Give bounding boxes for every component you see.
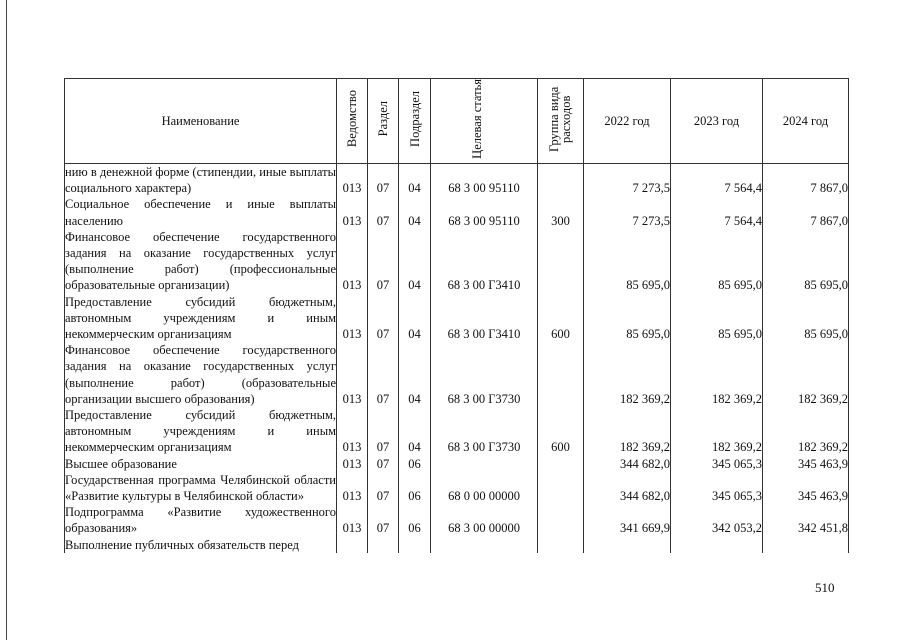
header-vedomstvo <box>337 79 368 164</box>
header-tselevaya-text: Целевая статья <box>470 79 484 159</box>
table-row <box>65 196 849 228</box>
cell-gruppa <box>538 456 584 472</box>
cell-2024: 85 695,0 <box>763 294 849 343</box>
cell-razdel: 07 <box>368 504 399 536</box>
cell-razdel <box>368 537 399 553</box>
header-2023-text: 2023 год <box>693 113 740 128</box>
cell-2023: 85 695,0 <box>671 229 763 294</box>
cell-2022 <box>584 537 671 553</box>
cell-gruppa: 300 <box>538 196 584 228</box>
cell-name: Выполнение публичных обязательств перед <box>65 537 337 553</box>
cell-tselevaya-statya: 68 3 00 Г3410 <box>431 229 538 294</box>
cell-vedomstvo: 013 <box>337 196 368 228</box>
cell-razdel: 07 <box>368 407 399 456</box>
cell-2024: 345 463,9 <box>763 456 849 472</box>
cell-podrazdel: 04 <box>399 196 431 228</box>
scan-left-border <box>6 0 7 640</box>
header-podrazdel <box>399 79 431 164</box>
table-row <box>65 537 849 553</box>
page-number: 510 <box>815 580 835 595</box>
cell-2023: 182 369,2 <box>671 407 763 456</box>
table-row <box>65 472 849 504</box>
cell-2022: 7 273,5 <box>584 164 671 197</box>
cell-name: Высшее образование <box>65 456 337 472</box>
header-gruppa-text: Группа вида расходов <box>546 86 573 152</box>
cell-gruppa <box>538 537 584 553</box>
cell-name: Предоставление субсидий бюджетным, автономным учреждениям и иным некоммерческим организациям <box>65 408 336 455</box>
table-row <box>65 504 849 536</box>
cell-gruppa <box>538 504 584 536</box>
cell-vedomstvo: 013 <box>337 342 368 407</box>
cell-gruppa: 600 <box>538 407 584 456</box>
table-row <box>65 294 849 343</box>
header-razdel-text: Раздел <box>376 101 390 137</box>
header-2024 <box>763 79 849 164</box>
cell-2024: 345 463,9 <box>763 472 849 504</box>
header-gruppa-vida-raskhodov <box>538 79 584 164</box>
cell-gruppa <box>538 229 584 294</box>
cell-2022: 341 669,9 <box>584 504 671 536</box>
cell-name: Финансовое обеспечение государственного задания на оказание государственных услуг (выполнение работ) (образовательные организации высшего образования) <box>65 343 336 406</box>
cell-tselevaya-statya: 68 3 00 00000 <box>431 504 538 536</box>
cell-name: Социальное обеспечение и иные выплаты населению <box>65 197 336 228</box>
cell-tselevaya-statya: 68 3 00 Г3730 <box>431 342 538 407</box>
cell-tselevaya-statya: 68 3 00 95110 <box>431 196 538 228</box>
cell-podrazdel: 04 <box>399 407 431 456</box>
cell-2022: 182 369,2 <box>584 342 671 407</box>
header-2023 <box>671 79 763 164</box>
cell-podrazdel: 04 <box>399 164 431 197</box>
cell-2024: 7 867,0 <box>763 164 849 197</box>
cell-razdel: 07 <box>368 164 399 197</box>
cell-tselevaya-statya: 68 0 00 00000 <box>431 472 538 504</box>
cell-vedomstvo <box>337 537 368 553</box>
cell-2022: 85 695,0 <box>584 294 671 343</box>
header-podrazdel-text: Подраздел <box>407 91 422 147</box>
cell-name: нию в денежной форме (стипендии, иные выплаты социального характера) <box>65 165 336 196</box>
header-name-text: Наименование <box>161 113 240 128</box>
cell-gruppa: 600 <box>538 294 584 343</box>
cell-gruppa <box>538 342 584 407</box>
cell-tselevaya-statya: 68 3 00 95110 <box>431 164 538 197</box>
cell-podrazdel: 06 <box>399 504 431 536</box>
table-row <box>65 407 849 456</box>
cell-gruppa <box>538 472 584 504</box>
cell-vedomstvo: 013 <box>337 294 368 343</box>
cell-podrazdel <box>399 537 431 553</box>
cell-razdel: 07 <box>368 229 399 294</box>
cell-2022: 7 273,5 <box>584 196 671 228</box>
cell-tselevaya-statya: 68 3 00 Г3410 <box>431 294 538 343</box>
cell-podrazdel: 04 <box>399 229 431 294</box>
cell-2022: 85 695,0 <box>584 229 671 294</box>
cell-podrazdel: 04 <box>399 294 431 343</box>
cell-2023: 7 564,4 <box>671 196 763 228</box>
header-tselevaya-statya <box>431 79 538 164</box>
cell-name: Финансовое обеспечение государственного задания на оказание государственных услуг (выполнение работ) (профессиональные образовательные организации) <box>65 229 336 293</box>
cell-vedomstvo: 013 <box>337 229 368 294</box>
table-row <box>65 456 849 472</box>
cell-2022: 182 369,2 <box>584 407 671 456</box>
cell-gruppa <box>538 164 584 197</box>
cell-name: Предоставление субсидий бюджетным, автономным учреждениям и иным некоммерческим организациям <box>65 294 336 342</box>
cell-2023: 7 564,4 <box>671 164 763 197</box>
cell-2023: 85 695,0 <box>671 294 763 343</box>
cell-2024 <box>763 537 849 553</box>
cell-name: Подпрограмма «Развитие художественного образования» <box>65 505 336 536</box>
cell-podrazdel: 06 <box>399 472 431 504</box>
cell-razdel: 07 <box>368 294 399 343</box>
header-2022-text: 2022 год <box>604 113 650 128</box>
budget-table <box>64 78 849 553</box>
cell-2024: 342 451,8 <box>763 504 849 536</box>
cell-vedomstvo: 013 <box>337 456 368 472</box>
cell-razdel: 07 <box>368 456 399 472</box>
cell-vedomstvo: 013 <box>337 164 368 197</box>
cell-podrazdel: 06 <box>399 456 431 472</box>
cell-2023: 345 065,3 <box>671 472 763 504</box>
cell-tselevaya-statya <box>431 456 538 472</box>
header-razdel <box>368 79 399 164</box>
cell-vedomstvo: 013 <box>337 504 368 536</box>
cell-2024: 182 369,2 <box>763 407 849 456</box>
cell-2022: 344 682,0 <box>584 456 671 472</box>
cell-2023: 345 065,3 <box>671 456 763 472</box>
header-2022 <box>584 79 671 164</box>
cell-2023: 182 369,2 <box>671 342 763 407</box>
table-row <box>65 342 849 407</box>
cell-name: Государственная программа Челябинской области «Развитие культуры в Челябинской области» <box>65 472 336 504</box>
cell-vedomstvo: 013 <box>337 472 368 504</box>
cell-razdel: 07 <box>368 196 399 228</box>
table-row <box>65 229 849 294</box>
cell-2024: 85 695,0 <box>763 229 849 294</box>
cell-tselevaya-statya <box>431 537 538 553</box>
cell-2024: 7 867,0 <box>763 196 849 228</box>
cell-razdel: 07 <box>368 342 399 407</box>
cell-2022: 344 682,0 <box>584 472 671 504</box>
table-row <box>65 164 849 197</box>
cell-tselevaya-statya: 68 3 00 Г3730 <box>431 407 538 456</box>
cell-razdel: 07 <box>368 472 399 504</box>
cell-podrazdel: 04 <box>399 342 431 407</box>
table-body <box>65 164 849 553</box>
cell-2024: 182 369,2 <box>763 342 849 407</box>
header-vedomstvo-text: Ведомство <box>345 90 359 148</box>
cell-2023: 342 053,2 <box>671 504 763 536</box>
header-2024-text: 2024 год <box>782 113 829 128</box>
table-header-row <box>65 79 849 164</box>
cell-2023 <box>671 537 763 553</box>
cell-vedomstvo: 013 <box>337 407 368 456</box>
header-name <box>65 79 337 164</box>
